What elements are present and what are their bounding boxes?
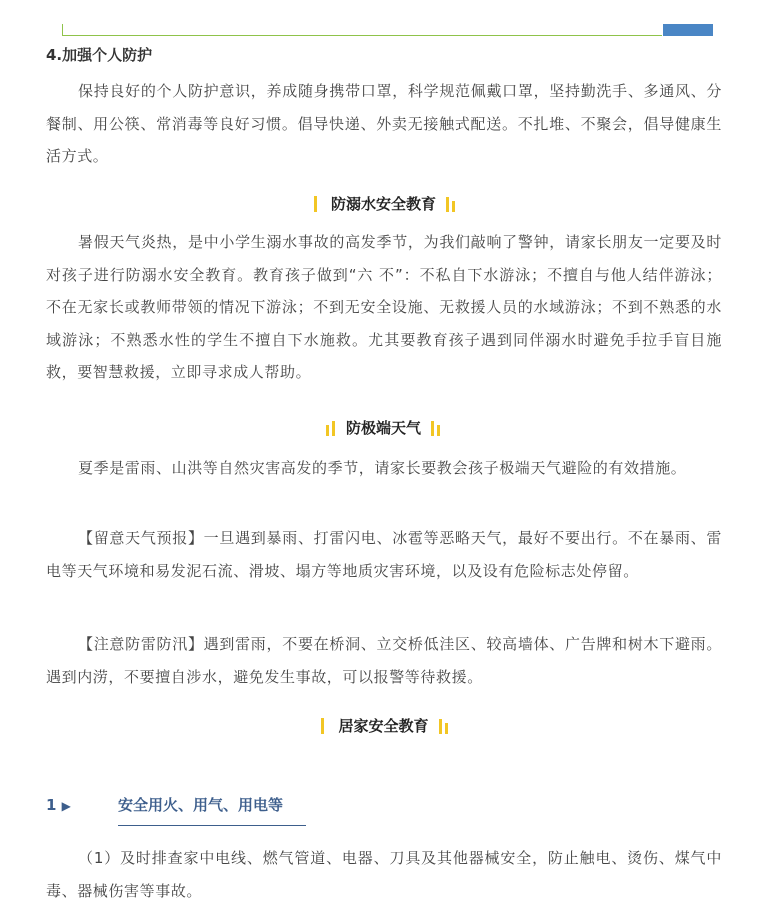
item-number-marker: 1 ▶ (46, 796, 71, 814)
item-title-underline (118, 825, 306, 826)
paragraph-weather-forecast: 【留意天气预报】一旦遇到暴雨、打雷闪电、冰雹等恶略天气，最好不要出行。不在暴雨、雷电等天气环境和易发泥石流、滑坡、塌方等地质灾害环境，以及设有危险标志处停留。 (46, 529, 722, 580)
section-title-home-safety: 居家安全教育 (0, 715, 767, 738)
paragraph-personal-protection: 保持良好的个人防护意识，养成随身携带口罩，科学规范佩戴口罩，坚持勤洗手、多通风、分餐制、用公筷、常消毒等良好习惯。倡导快递、外卖无接触式配送。不扎堆、不聚会，倡导健康生活方式。 (46, 82, 722, 165)
item-title-fire-gas-electric: 安全用火、用气、用电等 (118, 796, 284, 814)
left-bars-icon (316, 718, 330, 734)
header-divider (62, 35, 662, 36)
paragraph-thunder-flood: 【注意防雷防汛】遇到雷雨，不要在桥洞、立交桥低洼区、较高墙体、广告牌和树木下避雨。遇到内涝，不要擅自涉水，避免发生事故，可以报警等待救援。 (46, 635, 722, 686)
left-bars-icon (324, 420, 338, 436)
play-arrow-icon: ▶ (61, 799, 71, 813)
right-bars-icon (429, 420, 443, 436)
section-title-drowning: 防溺水安全教育 (0, 193, 767, 216)
section-title-weather: 防极端天气 (0, 417, 767, 440)
right-bars-icon (444, 196, 458, 212)
header-accent-block (663, 24, 713, 36)
paragraph-item1: （1）及时排查家中电线、燃气管道、电器、刀具及其他器械安全，防止触电、烫伤、煤气中毒、器械伤害等事故。 (46, 849, 722, 900)
paragraph-drowning: 暑假天气炎热，是中小学生溺水事故的高发季节，为我们敲响了警钟，请家长朋友一定要及时对孩子进行防溺水安全教育。教育孩子做到“六 不”：不私自下水游泳；不擅自与他人结伴游泳；不在无家长或教师带领的情况下游泳；不到无安全设施、无救援人员的水域游泳；不到不熟悉的水域游泳；不熟悉水性的学生不擅自下水施救。尤其要教育孩子遇到同伴溺水时避免手拉手盲目施救，要智慧救援，立即寻求成人帮助。 (46, 233, 722, 381)
paragraph-weather: 夏季是雷雨、山洪等自然灾害高发的季节，请家长要教会孩子极端天气避险的有效措施。 (78, 459, 687, 477)
right-bars-icon (437, 718, 451, 734)
left-bars-icon (309, 196, 323, 212)
section-heading-personal-protection: 4.加强个人防护 (46, 46, 153, 64)
